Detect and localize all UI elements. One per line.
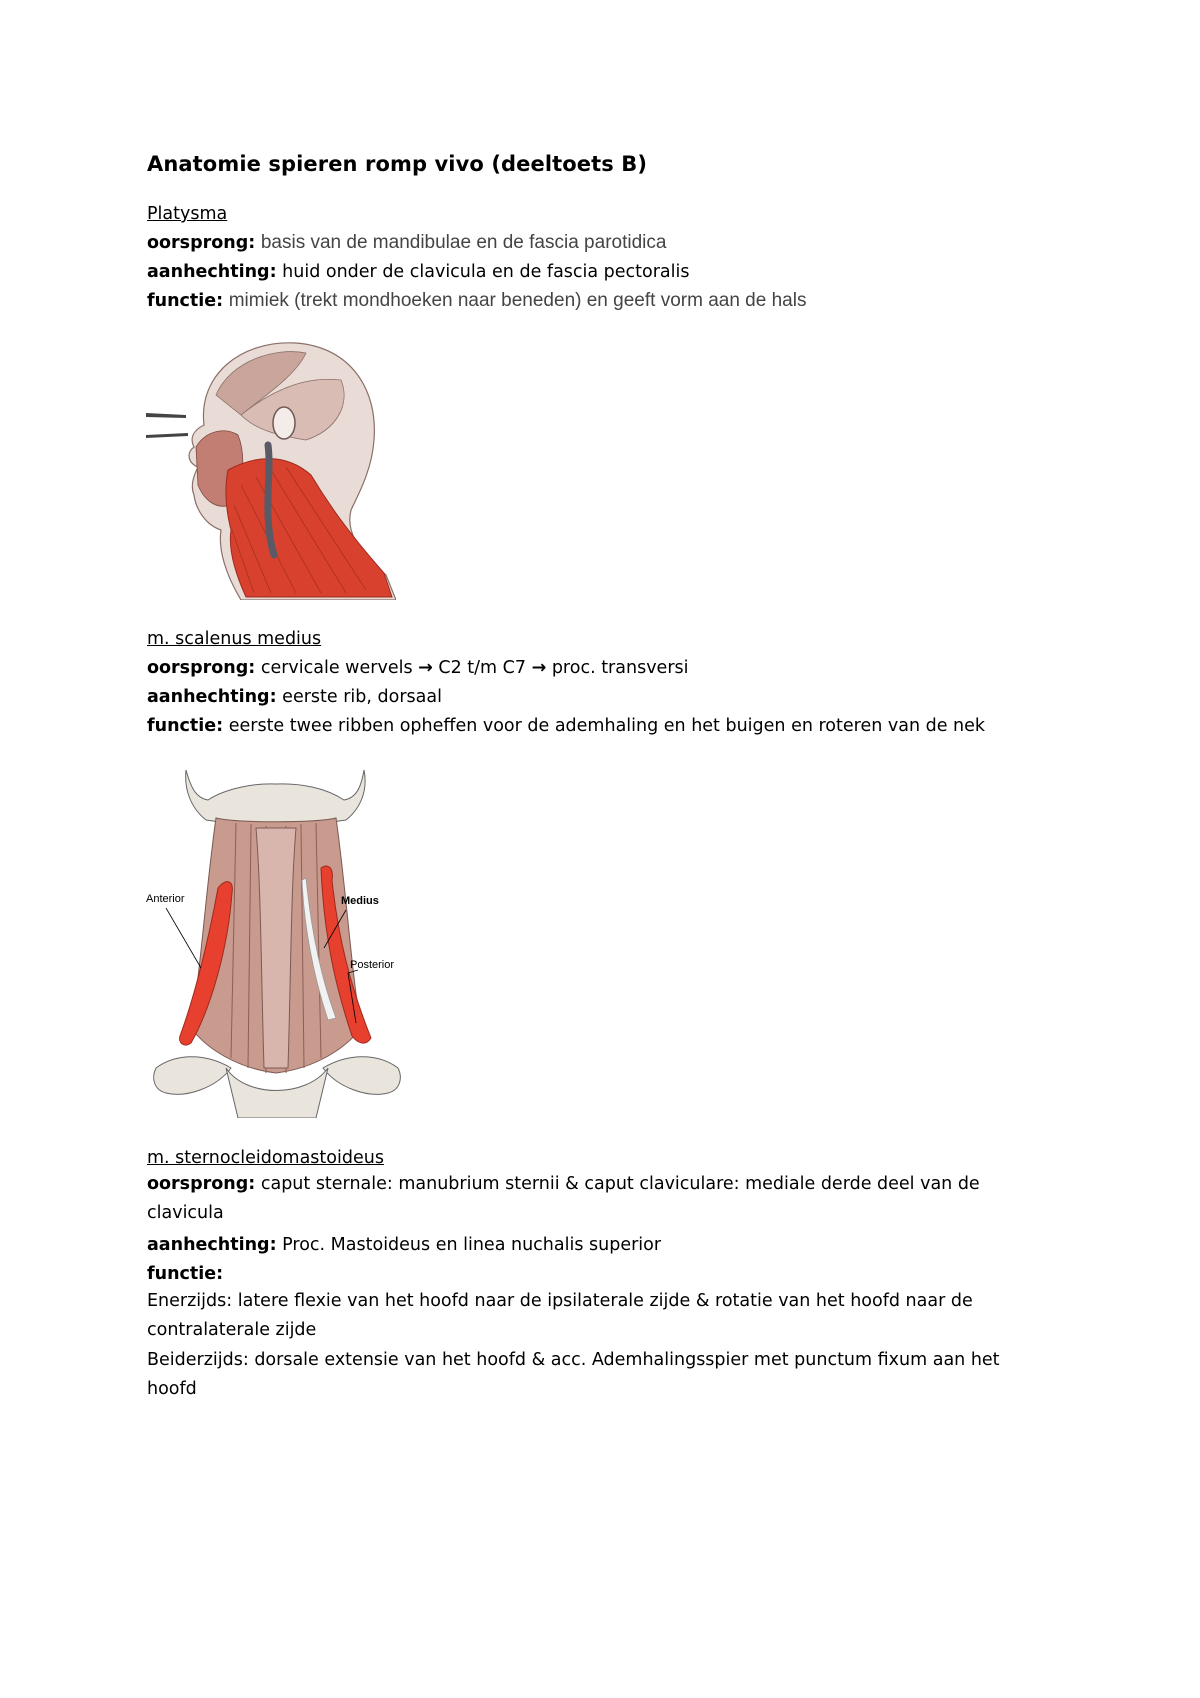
function-label: functie: <box>147 291 224 311</box>
scalenus-origin <box>147 657 689 679</box>
insertion-label: aanhechting: <box>147 687 277 707</box>
unilateral-value: latere flexie van het hoofd naar de ipsilaterale zijde & rotatie van het hoofd naar de contralaterale zijde <box>147 1291 973 1340</box>
platysma-illustration <box>146 335 396 604</box>
function-label: functie: <box>147 1264 224 1284</box>
insertion-value: eerste rib, dorsaal <box>282 687 442 707</box>
figure-label-posterior: Posterior <box>350 959 395 971</box>
page-title: Anatomie spieren romp vivo (deeltoets B) <box>147 152 648 176</box>
scalenus-function <box>147 715 985 737</box>
origin-value-b: C2 t/m C7 <box>438 658 532 678</box>
platysma-insertion <box>147 261 690 283</box>
bilateral-label: Beiderzijds: <box>147 1350 249 1370</box>
figure-label-anterior: Anterior <box>146 893 185 905</box>
scm-origin <box>147 1170 1027 1228</box>
section-heading-sternocleidomastoideus: m. sternocleidomastoideus <box>147 1148 384 1168</box>
arrow-right-icon: → <box>418 658 433 678</box>
origin-label: oorsprong: <box>147 233 256 253</box>
unilateral-label: Enerzijds: <box>147 1291 233 1311</box>
insertion-label: aanhechting: <box>147 262 277 282</box>
figure-label-medius: Medius <box>341 895 379 907</box>
insertion-value: huid onder de clavicula en de fascia pectoralis <box>282 262 690 282</box>
origin-value-a: cervicale wervels <box>260 658 419 678</box>
scm-unilateral <box>147 1287 1027 1345</box>
insertion-value: Proc. Mastoideus en linea nuchalis superior <box>282 1235 662 1255</box>
function-label: functie: <box>147 716 224 736</box>
scm-insertion <box>147 1234 661 1256</box>
origin-label: oorsprong: <box>147 658 256 678</box>
scm-bilateral <box>147 1346 1027 1404</box>
bilateral-value: dorsale extensie van het hoofd & acc. Ademhalingsspier met punctum fixum aan het hoofd <box>147 1350 1000 1399</box>
scalenus-illustration <box>146 768 408 1122</box>
platysma-function <box>147 290 806 312</box>
function-value: mimiek (trekt mondhoeken naar beneden) en geeft vorm aan de hals <box>228 290 807 311</box>
section-heading-platysma: Platysma <box>147 204 228 224</box>
platysma-origin <box>147 232 666 254</box>
scalenus-insertion <box>147 686 442 708</box>
origin-value-c: proc. transversi <box>551 658 689 678</box>
scm-function <box>147 1263 223 1285</box>
section-heading-scalenus-medius: m. scalenus medius <box>147 629 322 649</box>
insertion-label: aanhechting: <box>147 1235 277 1255</box>
origin-label: oorsprong: <box>147 1174 256 1194</box>
origin-value: basis van de mandibulae en de fascia parotidica <box>260 232 667 253</box>
origin-value: caput sternale: manubrium sternii & caput claviculare: mediale derde deel van de clavicula <box>147 1174 980 1223</box>
function-value: eerste twee ribben opheffen voor de ademhaling en het buigen en roteren van de nek <box>228 716 986 736</box>
arrow-right-icon: → <box>531 658 547 678</box>
